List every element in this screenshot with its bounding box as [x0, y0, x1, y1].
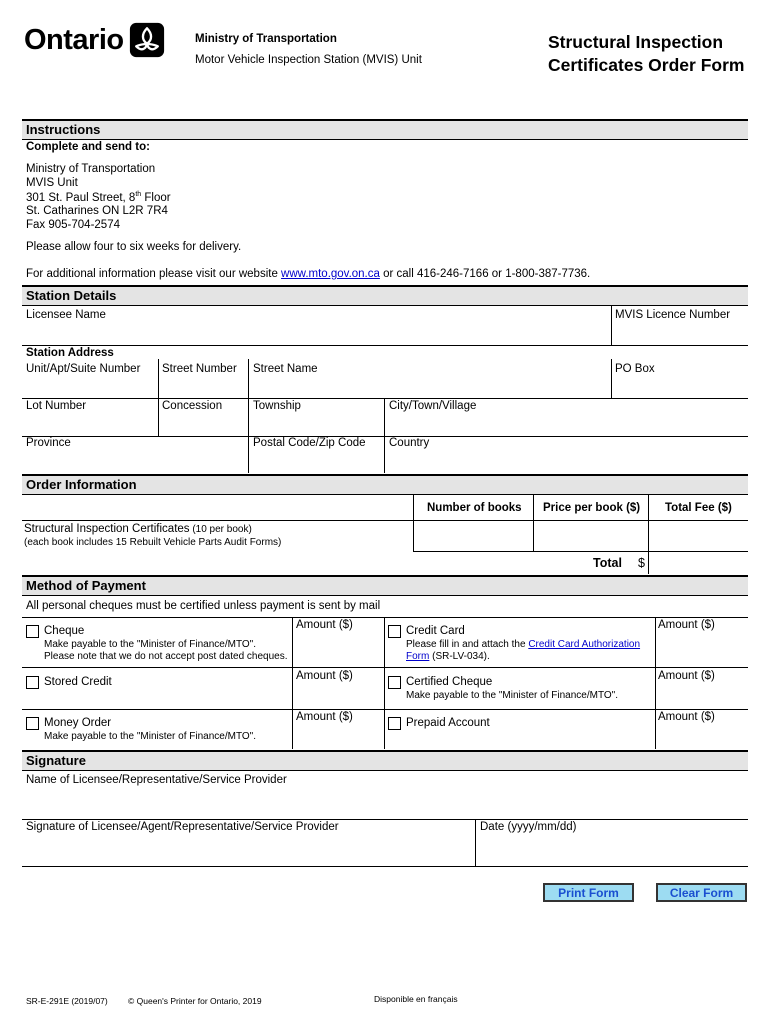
station-address-heading: Station Address — [26, 347, 114, 359]
money-order-amount-label: Amount ($) — [296, 711, 353, 723]
price-per-book-field[interactable] — [534, 521, 647, 551]
unit-field[interactable] — [22, 376, 157, 398]
money-order-amount-field[interactable] — [293, 725, 383, 747]
col-price-per-book: Price per book ($) — [543, 502, 641, 514]
licensee-name-label: Licensee Name — [26, 309, 106, 321]
total-dollar-sign: $ — [638, 556, 645, 570]
logo-text: Ontario — [24, 23, 124, 56]
credit-card-label: Credit Card — [406, 625, 465, 637]
certified-cheque-amount-field[interactable] — [656, 684, 748, 706]
stored-credit-label: Stored Credit — [44, 676, 112, 688]
prepaid-account-checkbox[interactable] — [388, 717, 401, 730]
licensee-name-sig-label: Name of Licensee/Representative/Service Provider — [26, 774, 287, 786]
cheque-subtext2: Please note that we do not accept post dated cheques. — [44, 651, 288, 662]
send-to-label: Complete and send to: — [26, 141, 150, 153]
delivery-note: Please allow four to six weeks for delivery. — [26, 241, 242, 253]
city-label: City/Town/Village — [389, 400, 477, 412]
certified-cheque-subtext: Make payable to the "Minister of Finance/MTO". — [406, 690, 619, 701]
cheque-amount-label: Amount ($) — [296, 619, 353, 631]
country-label: Country — [389, 437, 430, 449]
concession-label: Concession — [162, 400, 223, 412]
date-label: Date (yyyy/mm/dd) — [480, 821, 577, 833]
licence-number-field[interactable] — [612, 322, 748, 344]
stored-credit-amount-field[interactable] — [293, 684, 383, 706]
ministry-name: Ministry of Transportation — [195, 33, 337, 45]
lot-number-field[interactable] — [22, 413, 157, 435]
cheque-checkbox[interactable] — [26, 625, 39, 638]
french-availability: Disponible en français — [374, 994, 458, 1004]
prepaid-account-label: Prepaid Account — [406, 717, 490, 729]
address-line1: Ministry of Transportation — [26, 163, 156, 175]
fax-number: Fax 905-704-2574 — [26, 219, 120, 231]
po-box-label: PO Box — [615, 363, 655, 375]
clear-form-button[interactable]: Clear Form — [656, 883, 747, 902]
signature-heading: Signature — [22, 750, 748, 770]
order-item-label: Structural Inspection Certificates (10 per book) — [24, 523, 252, 535]
signature-label: Signature of Licensee/Agent/Representative/Service Provider — [26, 821, 339, 833]
postal-code-field[interactable] — [249, 450, 383, 472]
mto-website-link[interactable]: www.mto.gov.on.ca — [281, 268, 380, 280]
credit-card-amount-field[interactable] — [656, 633, 748, 665]
order-item-subtext: (each book includes 15 Rebuilt Vehicle Parts Audit Forms) — [24, 537, 282, 548]
unit-name: Motor Vehicle Inspection Station (MVIS) Unit — [195, 54, 422, 66]
number-of-books-field[interactable] — [414, 521, 532, 551]
date-field[interactable] — [476, 835, 748, 865]
province-field[interactable] — [22, 450, 247, 472]
credit-card-subtext2: Form (SR-LV-034). — [406, 651, 490, 662]
money-order-subtext: Make payable to the "Minister of Finance/MTO". — [44, 731, 257, 742]
form-title-line1: Structural Inspection — [548, 32, 724, 52]
township-label: Township — [253, 400, 301, 412]
unit-label: Unit/Apt/Suite Number — [26, 363, 141, 375]
address-line4: St. Catharines ON L2R 7R4 — [26, 205, 168, 217]
ontario-logo — [24, 22, 165, 58]
certified-cheque-amount-label: Amount ($) — [658, 670, 715, 682]
country-field[interactable] — [385, 450, 748, 472]
credit-card-amount-label: Amount ($) — [658, 619, 715, 631]
credit-card-subtext1: Please fill in and attach the Credit Card Authorization — [406, 639, 641, 650]
instructions-heading: Instructions — [22, 119, 748, 139]
total-label: Total — [593, 556, 622, 570]
licensee-name-field[interactable] — [22, 322, 610, 344]
city-field[interactable] — [385, 413, 748, 435]
stored-credit-checkbox[interactable] — [26, 676, 39, 689]
po-box-field[interactable] — [612, 376, 748, 398]
address-line3: 301 St. Paul Street, 8th Floor — [26, 191, 171, 204]
station-details-heading: Station Details — [22, 285, 748, 305]
payment-note: All personal cheques must be certified unless payment is sent by mail — [26, 600, 381, 612]
licensee-name-sig-field[interactable] — [22, 788, 748, 818]
copyright: © Queen's Printer for Ontario, 2019 — [128, 996, 262, 1006]
total-fee-field[interactable] — [649, 521, 748, 551]
lot-number-label: Lot Number — [26, 400, 87, 412]
grand-total-field[interactable] — [649, 553, 748, 573]
info-line: For additional information please visit our website www.mto.gov.on.ca or call 416-246-7166 or 1-800-387-7736. — [26, 268, 591, 280]
cheque-label: Cheque — [44, 625, 85, 637]
credit-card-form-link-2[interactable]: Form — [406, 651, 430, 662]
col-number-of-books: Number of books — [427, 502, 522, 514]
money-order-checkbox[interactable] — [26, 717, 39, 730]
street-name-field[interactable] — [249, 376, 610, 398]
concession-field[interactable] — [159, 413, 247, 435]
licence-number-label: MVIS Licence Number — [615, 309, 731, 321]
cheque-subtext1: Make payable to the "Minister of Finance/MTO". — [44, 639, 257, 650]
prepaid-account-amount-field[interactable] — [656, 725, 748, 747]
credit-card-form-link[interactable]: Credit Card Authorization — [528, 639, 641, 650]
address-line2: MVIS Unit — [26, 177, 78, 189]
print-form-button[interactable]: Print Form — [543, 883, 634, 902]
township-field[interactable] — [249, 413, 383, 435]
signature-field[interactable] — [22, 835, 474, 865]
street-number-label: Street Number — [162, 363, 237, 375]
credit-card-checkbox[interactable] — [388, 625, 401, 638]
method-of-payment-heading: Method of Payment — [22, 575, 748, 595]
cheque-amount-field[interactable] — [293, 633, 383, 665]
form-title-line2: Certificates Order Form — [548, 55, 745, 75]
money-order-label: Money Order — [44, 717, 112, 729]
order-information-heading: Order Information — [22, 474, 748, 494]
form-id: SR-E-291E (2019/07) — [26, 996, 108, 1006]
trillium-icon — [129, 22, 165, 58]
prepaid-account-amount-label: Amount ($) — [658, 711, 715, 723]
province-label: Province — [26, 437, 71, 449]
col-total-fee: Total Fee ($) — [665, 502, 732, 514]
form-title — [548, 31, 744, 77]
certified-cheque-label: Certified Cheque — [406, 676, 493, 688]
stored-credit-amount-label: Amount ($) — [296, 670, 353, 682]
street-name-label: Street Name — [253, 363, 318, 375]
postal-code-label: Postal Code/Zip Code — [253, 437, 366, 449]
certified-cheque-checkbox[interactable] — [388, 676, 401, 689]
street-number-field[interactable] — [159, 376, 247, 398]
